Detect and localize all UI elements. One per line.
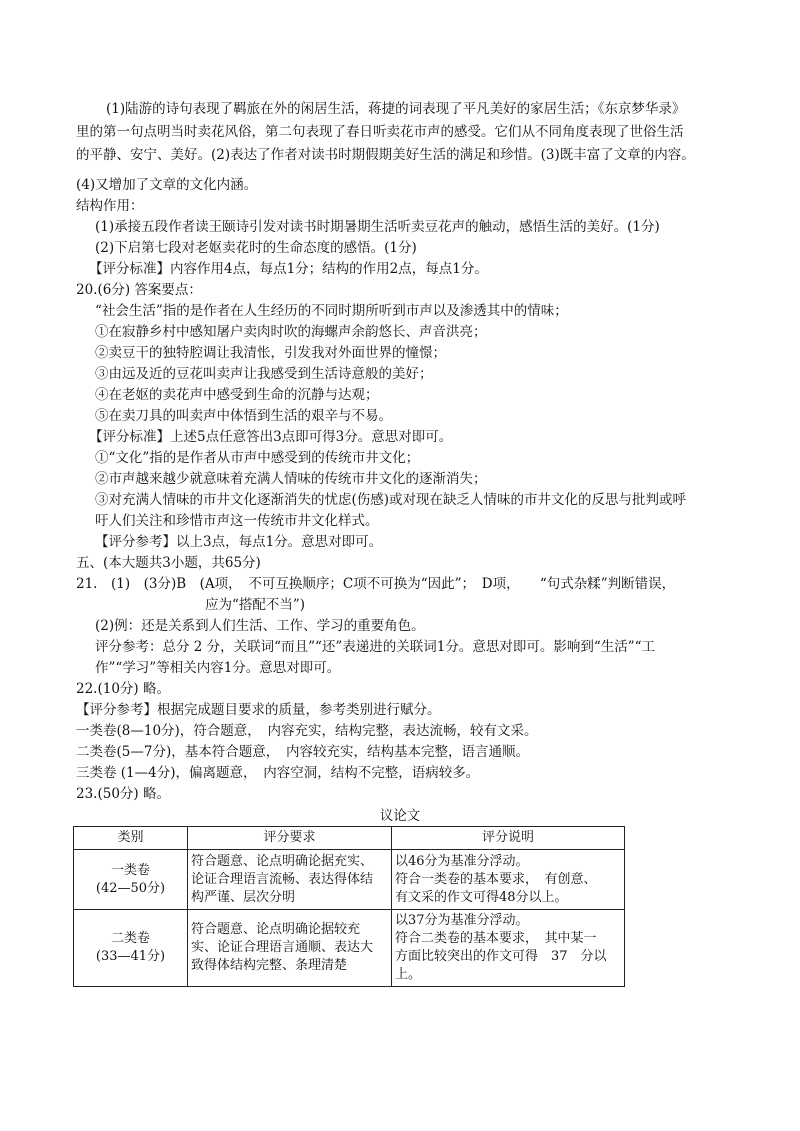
text-line: 吁人们关注和珍惜市声这一传统市井文化样式。 xyxy=(95,513,379,529)
text-line: ②卖豆干的独特腔调让我清怅，引发我对外面世界的憧憬； xyxy=(95,345,446,361)
note-cell: 以46分为基准分浮动。 符合一类卷的基本要求， 有创意、 有文采的作文可得48分以上。 xyxy=(392,850,625,910)
text-line: 结构作用： xyxy=(76,198,144,214)
column-header-category: 类别 xyxy=(74,827,188,850)
question-heading: 23.(50分) 略。 xyxy=(76,786,170,802)
text-line: ⑤在卖刀具的叫卖声中体悟到生活的艰辛与不易。 xyxy=(95,408,392,424)
text-line: (4)又增加了文章的文化内涵。 xyxy=(76,177,258,193)
text-line: 一类卷(8—10分)，符合题意， 内容充实，结构完整，表达流畅，较有文采。 xyxy=(76,723,538,739)
text-line: 二类卷(5—7分)，基本符合题意， 内容较充实，结构基本完整，语言通顺。 xyxy=(76,744,529,760)
text-line: 应为“搭配不当”) xyxy=(205,597,306,613)
text-line: (2)例：还是关系到人们生活、工作、学习的重要角色。 xyxy=(95,618,425,634)
text-line: ④在老妪的卖花声中感受到生命的沉静与达观； xyxy=(95,387,379,403)
category-cell: 二类卷 (33—41分) xyxy=(74,910,188,987)
category-cell: 一类卷 (42—50分) xyxy=(74,850,188,910)
text-line: 评分参考：总分 2 分，关联词“而且”“还”表递进的关联词1分。意思对即可。影响到“生活”“工 xyxy=(95,639,656,655)
column-header-requirement: 评分要求 xyxy=(188,827,392,850)
question-heading: 20.(6分) 答案要点： xyxy=(76,282,202,298)
text-line: (1)陆游的诗句表现了羁旅在外的闲居生活，蒋捷的词表现了平凡美好的家居生活；《东京梦华录》 xyxy=(106,101,686,117)
text-line: 【评分参考】以上3点，每点1分。意思对即可。 xyxy=(95,534,383,550)
requirement-cell: 符合题意、论点明确论据较充 实、论证合理语言通顺、表达大 致得体结构完整、条理清楚 xyxy=(188,910,392,987)
text-line: ③由远及近的豆花叫卖声让我感受到生活诗意般的美好； xyxy=(95,366,433,382)
text-line: (2)下启第七段对老妪卖花时的生命态度的感悟。(1分) xyxy=(95,240,417,256)
text-line: 作”“学习”等相关内容1分。意思对即可。 xyxy=(95,660,341,676)
text-line: “社会生活”指的是作者在人生经历的不同时期所听到市声以及渗透其中的情味； xyxy=(95,303,568,319)
note-cell: 以37分为基准分浮动。 符合二类卷的基本要求， 其中某一 方面比较突出的作文可得 37 分以 上。 xyxy=(392,910,625,987)
text-line: 【评分标准】上述5点任意答出3点即可得3分。意思对即可。 xyxy=(89,429,453,445)
question-heading: 22.(10分) 略。 xyxy=(76,681,170,697)
column-header-note: 评分说明 xyxy=(392,827,625,850)
table-row xyxy=(74,850,625,910)
table-row xyxy=(74,910,625,987)
scoring-table xyxy=(73,826,625,987)
text-line: (1)承接五段作者读王颐诗引发对读书时期暑期生活听卖豆花声的触动，感悟生活的美好。(1分) xyxy=(95,219,660,235)
text-line: 【评分参考】根据完成题目要求的质量，参考类别进行赋分。 xyxy=(76,702,441,718)
table-caption: 议论文 xyxy=(379,808,421,824)
section-heading: 五、(本大题共3小题，共65分) xyxy=(76,555,261,571)
text-line: 的平静、安宁、美好。(2)表达了作者对读书时期假期美好生活的满足和珍惜。(3)既丰富了文章的内容。 xyxy=(76,147,695,163)
text-line: 里的第一句点明当时卖花风俗，第二句表现了春日听卖花市声的感受。它们从不同角度表现了世俗生活 xyxy=(76,124,684,140)
question-heading: 21. (1) (3分)B (A项， 不可互换顺序；C项不可换为“因此”； D项， “句式杂糅”判断错误， xyxy=(76,576,676,592)
text-line: ②市声越来越少就意味着充满人情味的传统市井文化的逐渐消失； xyxy=(95,471,487,487)
text-line: ①“文化”指的是作者从市声中感受到的传统市井文化； xyxy=(95,450,420,466)
text-line: ①在寂静乡村中感知屠户卖肉时吹的海螺声余韵悠长、声音洪亮； xyxy=(95,324,487,340)
text-line: ③对充满人情味的市井文化逐渐消失的忧虑(伤感)或对现在缺乏人情味的市井文化的反思与批判或呼 xyxy=(95,492,687,508)
text-line: 【评分标准】内容作用4点，每点1分；结构的作用2点，每点1分。 xyxy=(89,261,488,277)
requirement-cell: 符合题意、论点明确论据充实、 论证合理语言流畅、表达得体结 构严谨、层次分明 xyxy=(188,850,392,910)
text-line: 三类卷 (1—4分)，偏离题意， 内容空洞，结构不完整，语病较多。 xyxy=(76,765,480,781)
table-header-row xyxy=(74,827,625,850)
